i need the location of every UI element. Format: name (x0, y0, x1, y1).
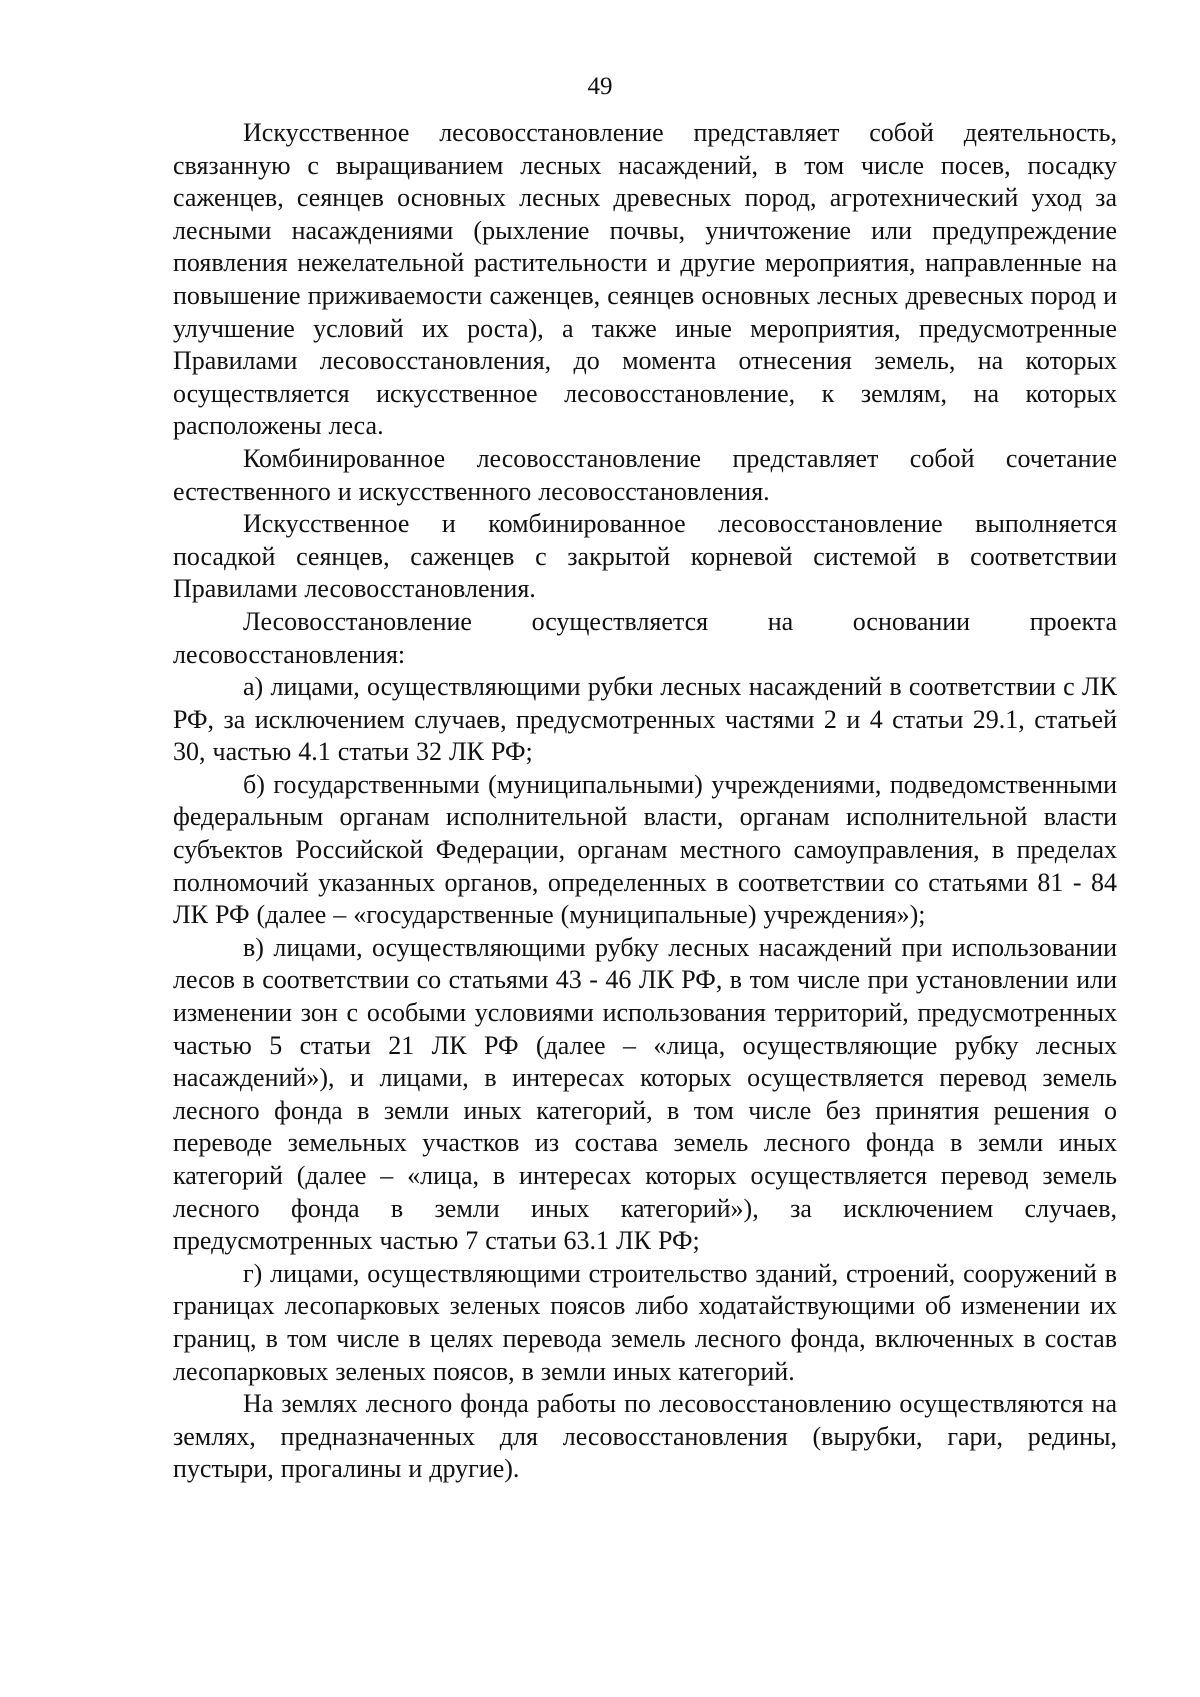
list-item-b: б) государственными (муниципальными) учреждениями, подведомственными федеральным органам исполнительной власти, органам исполнительной власти субъектов Российской Федерации, органам местного самоуправления, в пределах полномочий указанных органов, определенных в соответствии со статьями 81 - 84 ЛК РФ (далее – «государственные (муниципальные) учреждения»); (173, 769, 1117, 930)
list-item-v: в) лицами, осуществляющими рубку лесных насаждений при использовании лесов в соответствии со статьями 43 - 46 ЛК РФ, в том числе при установлении или изменении зон с особыми условиями использования территорий, предусмотренных частью 5 статьи 21 ЛК РФ (далее – «лица, осуществляющие рубку лесных насаждений»), и лицами, в интересах которых осуществляется перевод земель лесного фонда в земли иных категорий, в том числе без принятия решения о переводе земельных участков из состава земель лесного фонда в земли иных категорий (далее – «лица, в интересах которых осуществляется перевод земель лесного фонда в земли иных категорий»), за исключением случаев, предусмотренных частью 7 статьи 63.1 ЛК РФ; (173, 932, 1117, 1256)
paragraph-artificial-reforestation: Искусственное лесовосстановление представляет собой деятельность, связанную с выращиванием лесных насаждений, в том числе посев, посадку саженцев, сеянцев основных лесных древесных пород, агротехнический уход за лесными насаждениями (рыхление почвы, уничтожение или предупреждение появления нежелательной растительности и другие мероприятия, направленные на повышение приживаемости саженцев, сеянцев основных лесных древесных пород и улучшение условий их роста), а также иные мероприятия, предусмотренные Правилами лесовосстановления, до момента отнесения земель, на которых осуществляется искусственное лесовосстановление, к землям, на которых расположены леса. (173, 118, 1117, 441)
list-item-g: г) лицами, осуществляющими строительство зданий, строений, сооружений в границах лесопарковых зеленых поясов либо ходатайствующими об изменении их границ, в том числе в целях перевода земель лесного фонда, включенных в состав лесопарковых зеленых поясов, в земли иных категорий. (173, 1258, 1117, 1386)
paragraph-planting-method: Искусственное и комбинированное лесовосстановление выполняется посадкой сеянцев, саженцев с закрытой корневой системой в соответствии Правилами лесовосстановления. (173, 509, 1117, 604)
page-number: 49 (587, 73, 613, 100)
document-body (173, 117, 1117, 1486)
paragraph-reforestation-basis: Лесовосстановление осуществляется на основании проекта лесовосстановления: (173, 606, 1117, 669)
paragraph-combined-reforestation: Комбинированное лесовосстановление представляет собой сочетание естественного и искусственного лесовосстановления. (173, 443, 1117, 506)
list-item-a: а) лицами, осуществляющими рубки лесных насаждений в соответствии с ЛК РФ, за исключением случаев, предусмотренных частями 2 и 4 статьи 29.1, статьей 30, частью 4.1 статьи 32 ЛК РФ; (173, 672, 1117, 767)
paragraph-forest-fund-lands: На землях лесного фонда работы по лесовосстановлению осуществляются на землях, предназначенных для лесовосстановления (вырубки, гари, редины, пустыри, прогалины и другие). (173, 1389, 1117, 1484)
